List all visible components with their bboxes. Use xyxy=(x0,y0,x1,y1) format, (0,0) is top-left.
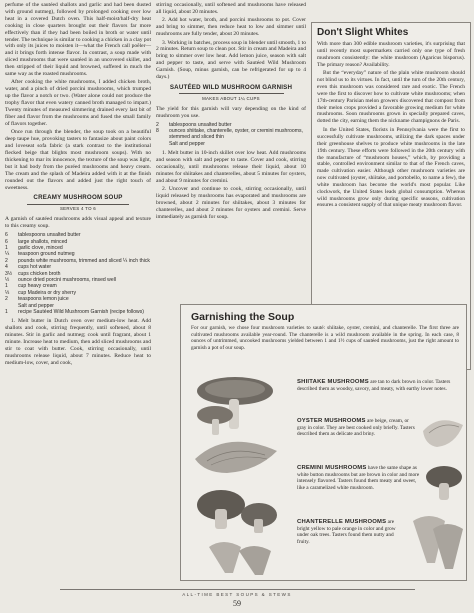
ingredient-list xyxy=(5,232,151,315)
page-number: 59 xyxy=(233,599,241,608)
middle-text-column xyxy=(156,2,306,222)
recipe-step: 1. Melt butter in Dutch oven over medium-low heat. Add shallots and cook, stirring frequently, until softened, about 8 minutes. Stir in garlic and nutmeg; cook until fragrant, about 1 minute. Increase heat to medium, then add sliced mushrooms and stir to coat with butter. Cook, stirring occasionally, until mushrooms release liquid, about 7 minutes. Reduce heat to medium-low, cover, and cook, xyxy=(5,318,151,366)
page-footer xyxy=(0,586,474,613)
body-paragraph: Once run through the blender, the soup took on a beautiful deep taupe hue, provoking tasters to fantasize about paint colors and loveseat sofa fabric (a stark contrast to the institutional flecked beige that blights most mushroom soups). With no thickening to mar its innocence, the texture of the soup was light, but it had body from the puréed mushrooms and heavy cream. The cream and the splash of Madeira added with it at the finish rounded out the flavors and added just the right touch of sweetness. xyxy=(5,129,151,191)
recipe-yield: SERVES 4 TO 6 xyxy=(59,206,97,212)
mushroom-name: SHIITAKE MUSHROOMS xyxy=(297,379,369,385)
sidebar-title: Don't Slight Whites xyxy=(317,27,409,38)
mushroom-description: are tan to dark brown in color. Tasters described them as woodsy, savory, and meaty, with earthy lower notes. xyxy=(297,379,451,392)
mushroom-entry xyxy=(297,379,459,392)
cremini-side-illustration xyxy=(423,463,465,503)
ingredient-item: 4 cups hot water xyxy=(5,264,52,271)
ingredient-item: 6 tablespoons unsalted butter xyxy=(5,232,81,239)
ingredient-list xyxy=(156,122,306,148)
title-rule xyxy=(179,93,284,94)
recipe-step: 3. Working in batches, process soup in blender until smooth, 1 to 2 minutes. Return soup to clean pot. Stir in cream and Madeira and bring to simmer over low heat. Add lemon juice, season with salt and pepper to taste, and serve with Sautéed Wild Mushroom Garnish. (Soup, minus garnish, can be refrigerated for up to 4 days.) xyxy=(156,39,306,81)
ingredient-item: 8 ounces shiitake, chanterelle, oyster, or cremini mushrooms, stemmed and sliced thin xyxy=(156,128,303,141)
recipe-step: 2. Add hot water, broth, and porcini mushrooms to pot. Cover and bring to simmer, then reduce heat to low and simmer until mushrooms are fully tender, about 20 minutes. xyxy=(156,17,306,38)
recipe-step: 2. Uncover and continue to cook, stirring occasionally, until liquid released by mushrooms has evaporated and mushrooms are browned, about 2 minutes for shiitakes, about 3 minutes for chanterelles, and about 2 minutes for oysters and cremini. Serve immediately as garnish for soup. xyxy=(156,186,306,220)
ingredient-item: ½ ounce dried porcini mushrooms, rinsed well xyxy=(5,276,116,283)
recipe-title: CREAMY MUSHROOM SOUP xyxy=(33,194,123,202)
chanterelle-side-illustration xyxy=(409,511,465,573)
recipe-intro: The yield for this garnish will vary depending on the kind of mushroom you use. xyxy=(156,105,306,119)
recipe-title: SAUTÉED WILD MUSHROOM GARNISH xyxy=(169,83,293,91)
body-paragraph: perfume of the sautéed shallots and garlic and had been dusted with ground nutmeg), followed by prolonged cooking over low heat in a covered Dutch oven. This half-moist/half-dry heat cooking in close quarters brought out their flavors far more effectively than if they had been boiled in broth or water until tender. The technique is similar to cooking a chicken in a clay pot with only its juices to moisten it—what the French call poêler—and it brings forth intense flavor. In contrast, a soup made with sliced mushrooms that were sautéed in an uncovered skillet, and then stripped of their liquid and browned, suffered in much the same way as the roasted mushrooms. xyxy=(5,2,151,78)
ingredient-item: ⅓ cup Madeira or dry sherry xyxy=(5,289,77,296)
garnish-box xyxy=(180,304,467,581)
ingredient-item: 1 cup heavy cream xyxy=(5,283,57,290)
mushroom-entry xyxy=(297,519,405,545)
mushroom-description: are beige, cream, or gray in color. They are best cooked only briefly. Tasters described them as delicate and briny. xyxy=(297,418,415,437)
oyster-illustration xyxy=(195,442,277,473)
mushroom-name: OYSTER MUSHROOMS xyxy=(297,418,366,424)
cremini-illustration xyxy=(197,490,277,533)
garnish-title: Garnishing the Soup xyxy=(191,311,295,323)
recipe-intro: A garnish of sautéed mushrooms adds visual appeal and texture to this creamy soup. xyxy=(5,216,151,230)
left-text-column xyxy=(5,2,151,368)
oyster-side-illustration xyxy=(421,411,465,453)
ingredient-item: 2 teaspoons lemon juice xyxy=(5,296,69,303)
ingredient-item: 2 tablespoons unsalted butter xyxy=(156,121,232,128)
ingredient-item: 6 large shallots, minced xyxy=(5,238,68,245)
mushroom-description: have the same shape as white button mushrooms but are brown in color and more intensely flavored. Tasters found them meaty and sweet, like a caramelized white mushroom. xyxy=(297,465,420,491)
title-rule xyxy=(27,204,129,205)
ingredient-item: ¼ teaspoon ground nutmeg xyxy=(5,251,75,258)
recipe-step: stirring occasionally, until softened and mushrooms have released all liquid, about 20 minutes. xyxy=(156,2,306,15)
ingredient-item: Salt and pepper xyxy=(18,302,54,309)
ingredient-item: 3½ cups chicken broth xyxy=(5,270,61,277)
ingredient-item: 2 pounds white mushrooms, trimmed and sliced ¼ inch thick xyxy=(5,257,150,264)
recipe-yield: MAKES ABOUT 1¼ CUPS xyxy=(202,95,260,101)
sidebar-paragraph: With more than 300 edible mushroom varieties, it's surprising that until recently most supermarkets carried only one type of fresh mushroom consistently: the white mushroom (Agaricus bisporus). The primary reason? Availability. xyxy=(317,41,465,68)
mushroom-name: CHANTERELLE MUSHROOMS xyxy=(297,519,387,525)
ingredient-item: 1 garlic clove, minced xyxy=(5,244,63,251)
sidebar-paragraph: In the United States, florists in Pennsylvania were the first to successfully cultivate mushrooms, utilizing the dark spaces under their greenhouse shelves to produce white mushrooms in the late 19th century. These efforts were followed in the 20th century with the manufacture of “mushroom houses,” which, by providing a stable, controlled environment similar to that of the French caves, made cultivation easier. Although other mushroom varieties are now cultivated (oyster, shiitake, and portobello, to name a few), the white mushroom has become the world's most popular. Like clockwork, the United States leads global consumption. Whereas wild mushrooms grow only during specific seasons, cultivation ensures a consistent supply of that unique meaty mushroom flavor. xyxy=(317,127,465,209)
body-paragraph: After cooking the white mushrooms, I added chicken broth, water, and a pinch of dried porcini mushrooms, which trumped up the flavor a notch or two. (Water alone could not produce the trophy flavor that even watery canned broth managed to impart.) Twenty minutes of measured simmering drained every last bit of fiber and flavor from the mushrooms and fused the small family of flavors together. xyxy=(5,79,151,127)
mushroom-entry xyxy=(297,465,421,491)
recipe-step: 1. Melt butter in 10-inch skillet over low heat. Add mushrooms and season with salt and pepper to taste. Cover and cook, stirring occasionally, until mushrooms release their liquid, about 10 minutes for shiitakes and chanterelles, about 5 minutes for oysters, and about 9 minutes for cremini. xyxy=(156,150,306,184)
ingredient-item: Salt and pepper xyxy=(169,140,205,147)
sidebar-paragraph: But the “everyday” nature of the plain white mushroom should not blind us to its virtues. In fact, until the turn of the 20th century, even this mushroom was considered rare and exotic. The French were the first to discover how to cultivate white mushrooms; when 17th-century Parisian melon growers discovered that compost from their melon crops provided a favorable growing medium for white mushrooms. Soon mushrooms grown in specially prepared caves, dotted the city, earning them the nickname champignons de Paris. xyxy=(317,70,465,125)
shiitake-illustration xyxy=(197,377,273,435)
garnish-intro: For our garnish, we chose four mushroom varieties to sauté: shiitake, oyster, cremini, and chanterelle. The first three are cultivated mushrooms available year-round. The chanterelle is a wild mushroom available in the spring. In each case, 8 ounces of untrimmed, uncooked mushrooms yielded between 1 and 1½ cups of sautéed mushrooms, just the right amount to garnish a pot of our soup. xyxy=(191,325,459,351)
mushroom-entry xyxy=(297,418,419,438)
mushroom-description: are bright yellow to pale orange in color and grow under oak trees. Tasters found them nutty and fruity. xyxy=(297,519,396,545)
mushroom-photo xyxy=(187,369,289,579)
book-title: ALL-TIME BEST SOUPS & STEWS xyxy=(182,592,292,597)
footer-rule xyxy=(60,589,415,590)
ingredient-item: 1 recipe Sautéed Wild Mushroom Garnish (recipe follows) xyxy=(5,308,144,315)
mushroom-name: CREMINI MUSHROOMS xyxy=(297,465,367,471)
chanterelle-illustration xyxy=(209,542,271,575)
